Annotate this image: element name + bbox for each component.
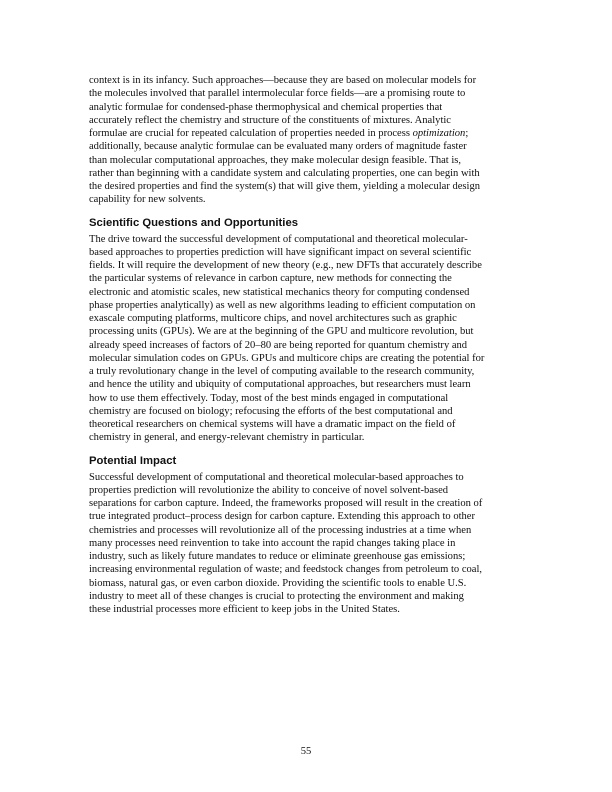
page-body — [89, 74, 545, 616]
intro-text-part-2: ; additionally, because analytic formulae can be evaluated many orders of magnitude faster than molecular computational approaches, they make molecular design feasible. That is, rather than beginning with a candidate system and calculating properties, one can begin with the desired properties and find the system(s) that will give them, yielding a molecular design capability for new solvents. — [89, 128, 481, 206]
intro-text-part-1: context is in its infancy. Such approaches—because they are based on molecular models for the molecules involved that parallel intermolecular force fields—are a promising route to analytic formulae for condensed-phase thermophysical and chemical properties that accurately reflect the chemistry and structure of the constituents of mixtures. Analytic formulae are crucial for repeated calculation of properties needed in process — [89, 75, 477, 139]
scientific-questions-paragraph: The drive toward the successful development of computational and theoretical molecular- based approaches to properties prediction will have significant impact on several scientific fields. It will require the development of new theory (e.g., new DFTs that accurately describe the particular systems of relevance in carbon capture, new methods for connecting the electronic and atomistic scales, new statistical mechanics theory for computing condensed phase properties analytically) as well as new algorithms leading to efficient computation on exascale computing platforms, multicore chips, and novel architectures such as graphic processing units (GPUs). We are at the beginning of the GPU and multicore revolution, but already speed increases of factors of 20–80 are being reported for quantum chemistry and molecular simulation codes on GPUs. GPUs and multicore chips are creating the potential for a truly revolutionary change in the level of computing available to the research community, and hence the utility and ubiquity of computational approaches, but researchers must learn how to use them effectively. Today, most of the best minds engaged in computational chemistry are focused on biology; refocusing the efforts of the best computational and theoretical researchers on chemical systems will have a dramatic impact on the field of chemistry in general, and energy-relevant chemistry in particular. — [89, 233, 485, 444]
optimization-emphasis: optimization — [412, 128, 466, 139]
section-heading-potential-impact: Potential Impact — [89, 454, 177, 467]
potential-impact-paragraph: Successful development of computational and theoretical molecular-based approaches to properties prediction will revolutionize the ability to conceive of novel solvent-based separations for carbon capture. Indeed, the frameworks proposed will result in the creation of true integrated product–process design for carbon capture. Extending this approach to other chemistries and processes will revolutionize all of the processing industries at a time when many processes need reinvention to take into account the rapid changes taking place in industry, such as likely future mandates to reduce or eliminate greenhouse gas emissions; increasing environmental regulation of waste; and feedstock changes from petroleum to coal, biomass, natural gas, or even carbon dioxide. Providing the scientific tools to enable U.S. industry to meet all of these changes is crucial to protecting the environment and making these industrial processes more efficient to keep jobs in the United States. — [89, 471, 483, 615]
section-heading-scientific-questions: Scientific Questions and Opportunities — [89, 216, 299, 229]
page-number: 55 — [300, 746, 312, 757]
intro-continuation-paragraph — [89, 74, 545, 207]
